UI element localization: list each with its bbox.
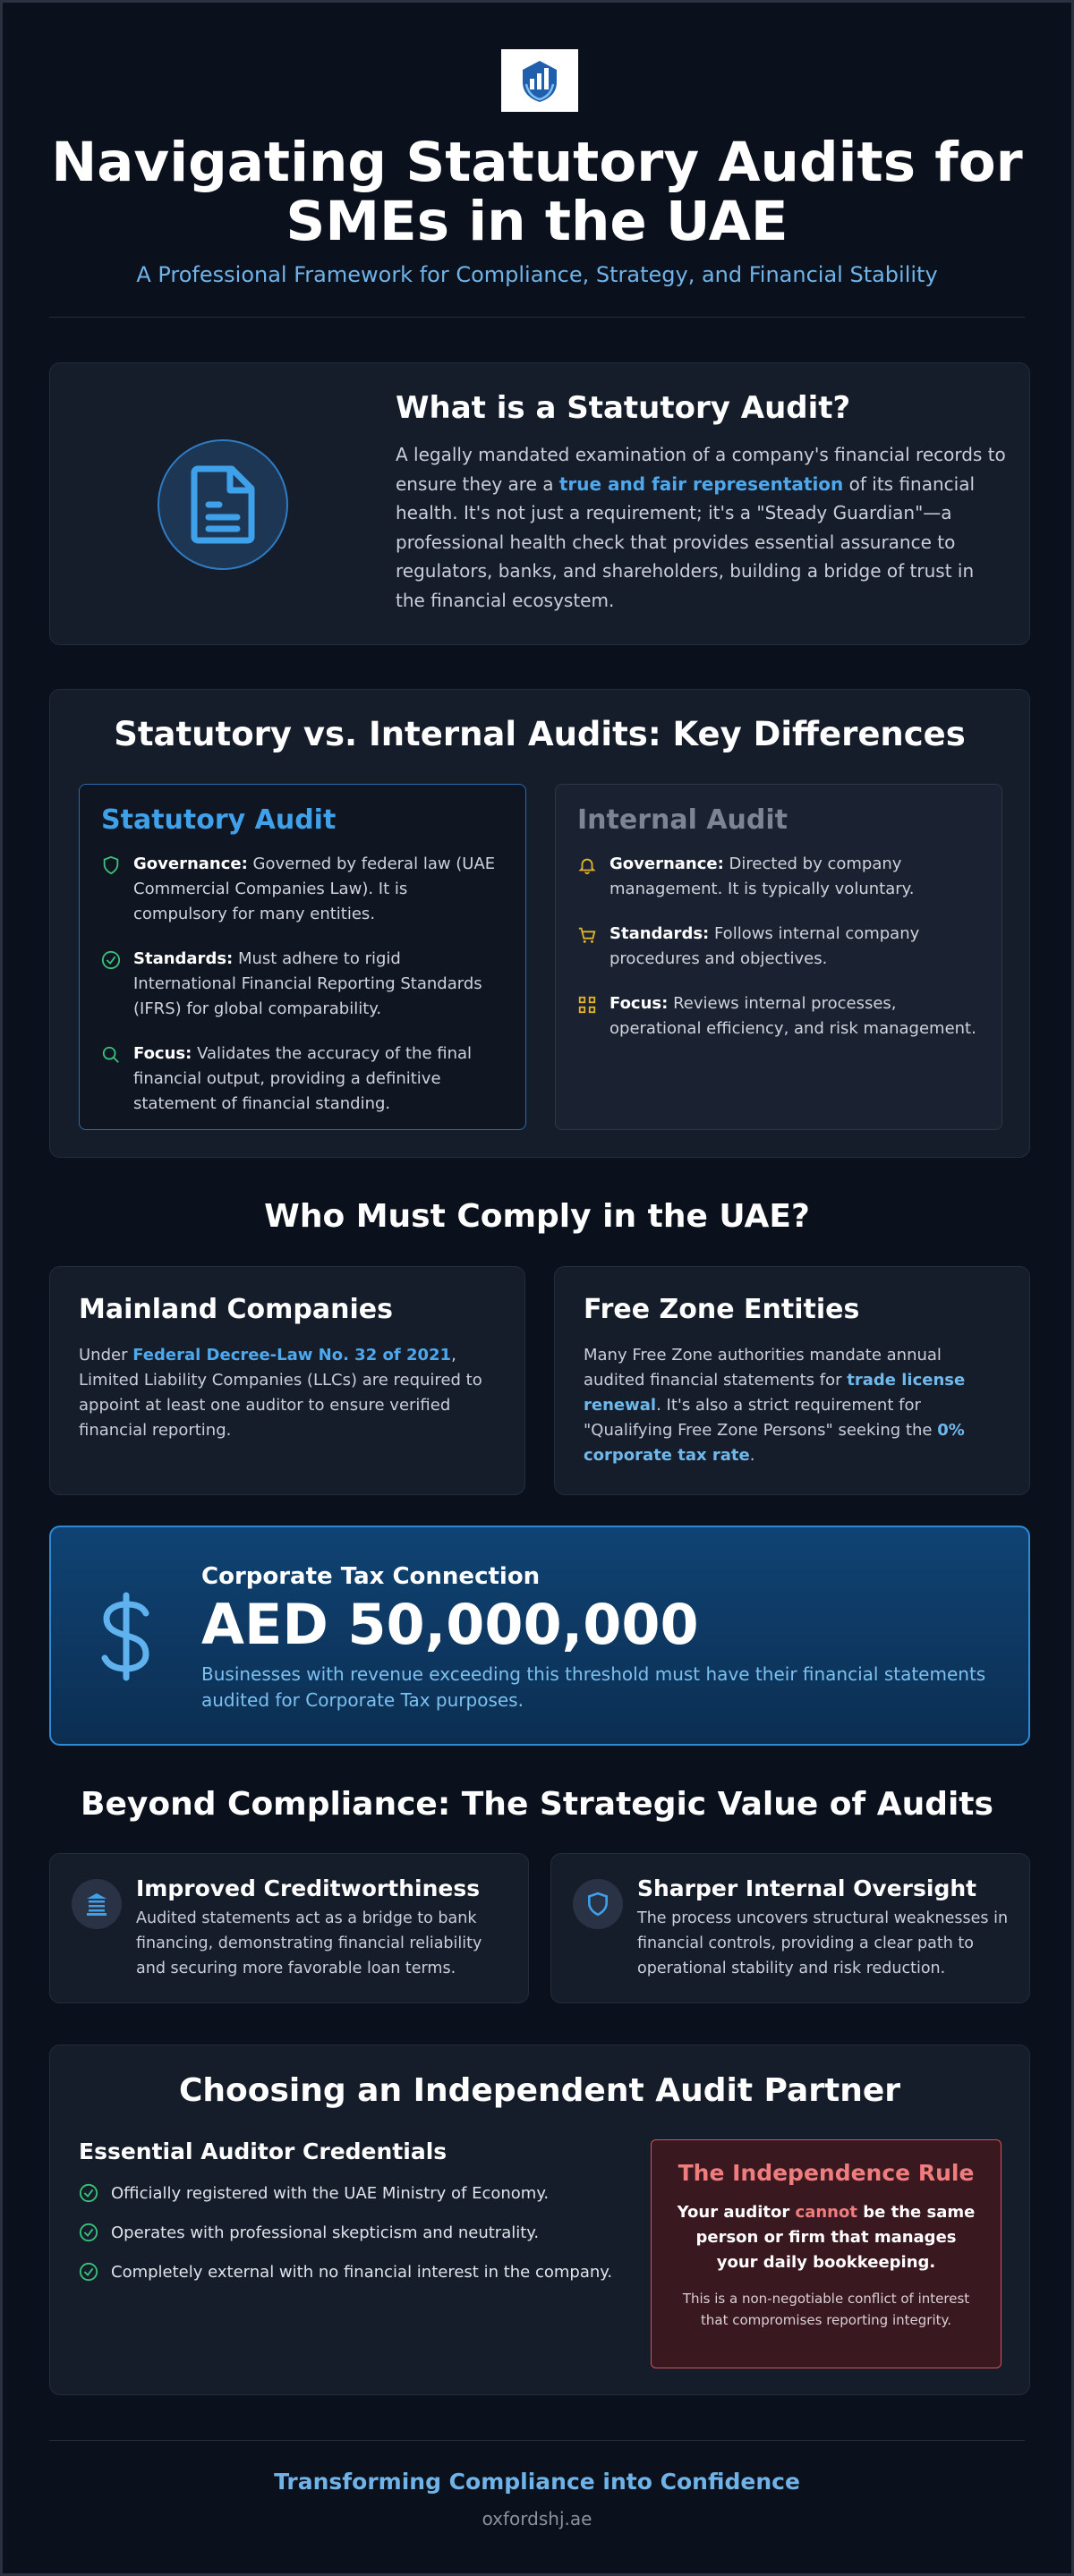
cred-text-2: Operates with professional skepticism and neutrality. [111, 2223, 540, 2242]
freezone-highlight-2: 0% corporate tax rate [584, 1421, 965, 1465]
document-icon-circle [158, 439, 288, 570]
statutory-column [79, 784, 526, 1130]
internal-focus-text: Reviews internal processes, operational efficiency, and risk management. [609, 994, 976, 1038]
title-line-1: Navigating Statutory Audits for [51, 131, 1023, 194]
mainland-text [79, 1343, 496, 1443]
statutory-focus-text: Validates the accuracy of the final financial output, providing a definitive statement of financial standing. [133, 1044, 473, 1113]
internal-focus-label: Focus: [609, 994, 669, 1013]
shield-icon [101, 855, 121, 875]
cred-text-3: Completely external with no financial interest in the company. [111, 2262, 613, 2282]
mainland-title: Mainland Companies [79, 1294, 393, 1325]
statutory-focus-label: Focus: [133, 1044, 192, 1063]
partner-card [49, 2045, 1030, 2395]
freezone-text-1: Many Free Zone authorities mandate annual audited financial statements for [584, 1346, 942, 1390]
document-icon [189, 465, 257, 544]
cred-item [79, 2223, 652, 2242]
chart-shield-logo-icon [519, 57, 560, 104]
bell-icon [577, 855, 597, 875]
differences-card [49, 689, 1030, 1158]
internal-item-focus [577, 991, 980, 1041]
freezone-text-2: . It's also a strict requirement for "Qualifying Free Zone Persons" seeking the [584, 1396, 933, 1440]
mainland-highlight: Federal Decree-Law No. 32 of 2021 [132, 1346, 452, 1365]
footer-tagline: Transforming Compliance into Confidence [274, 2469, 800, 2495]
freezone-text [584, 1343, 1001, 1468]
tax-text: Businesses with revenue exceeding this threshold must have their financial statements audited for Corporate Tax purposes. [201, 1663, 986, 1711]
tax-amount: AED 50,000,000 [201, 1592, 699, 1657]
what-is-text-after: of its financial health. It's not just a requirement; it's a "Steady Guardian"—a professional health check that provides essential assurance to regulators, banks, and shareholders, building a bridge of trust in the financial ecosystem. [396, 472, 976, 611]
internal-standards-text: Follows internal company procedures and objectives. [609, 924, 920, 968]
cart-icon [577, 925, 597, 945]
statutory-standards-text: Must adhere to rigid International Financial Reporting Standards (IFRS) for global comparability. [133, 949, 482, 1018]
what-is-title: What is a Statutory Audit? [396, 390, 851, 426]
rule-bold-after: be the same person or firm that manages your daily bookkeeping. [695, 2203, 976, 2272]
rule-bold-before: Your auditor [677, 2203, 790, 2222]
dollar-icon [98, 1592, 155, 1681]
statutory-standards-label: Standards: [133, 949, 234, 968]
footer-site: oxfordshj.ae [482, 2508, 592, 2529]
internal-standards-label: Standards: [609, 924, 710, 943]
what-is-card [49, 362, 1030, 645]
internal-item-standards [577, 922, 980, 972]
what-is-text [396, 440, 1008, 615]
cred-text-1: Officially registered with the UAE Ministry of Economy. [111, 2183, 550, 2203]
header-divider [49, 317, 1025, 318]
statutory-item-focus [101, 1041, 504, 1117]
logo [501, 49, 578, 112]
differences-title: Statutory vs. Internal Audits: Key Differences [114, 715, 966, 753]
value-card-2-title: Sharper Internal Oversight [637, 1875, 977, 1901]
what-is-text-before: A legally mandated examination of a company's financial records to ensure they are a [396, 444, 1006, 495]
statutory-governance-text: Governed by federal law (UAE Commercial Companies Law). It is compulsory for many entities. [133, 854, 496, 923]
mainland-text-after: , Limited Liability Companies (LLCs) are required to appoint at least one auditor to ensure verified financial reporting. [79, 1346, 482, 1440]
statutory-item-governance [101, 852, 504, 927]
rule-bold-highlight: cannot [795, 2203, 857, 2222]
creds-list [79, 2183, 652, 2301]
comply-title: Who Must Comply in the UAE? [264, 1198, 810, 1235]
footer-divider [49, 2440, 1025, 2441]
internal-governance-label: Governance: [609, 854, 724, 873]
page-title [38, 133, 1036, 251]
freezone-card [554, 1266, 1030, 1495]
independence-rule-box [651, 2139, 1002, 2368]
cred-item [79, 2262, 652, 2282]
tax-card [49, 1526, 1030, 1746]
bank-icon-circle [72, 1879, 122, 1929]
freezone-text-3: . [749, 1446, 755, 1465]
tax-label: Corporate Tax Connection [201, 1563, 541, 1590]
page-subtitle: A Professional Framework for Compliance, Strategy, and Financial Stability [136, 262, 938, 287]
value-title: Beyond Compliance: The Strategic Value of Audits [81, 1786, 993, 1823]
cred-item [79, 2183, 652, 2203]
bank-icon [85, 1892, 108, 1917]
shield-icon [586, 1892, 609, 1917]
statutory-title: Statutory Audit [101, 804, 337, 836]
internal-item-governance [577, 852, 980, 902]
value-card-2-text: The process uncovers structural weaknesses in financial controls, providing a clear path to operational stability and risk reduction. [637, 1909, 1009, 1977]
value-card-1-title: Improved Creditworthiness [136, 1875, 481, 1901]
rule-note: This is a non-negotiable conflict of interest that compromises reporting integrity. [682, 2291, 970, 2328]
rule-title: The Independence Rule [678, 2160, 975, 2186]
value-card-1-text: Audited statements act as a bridge to bank financing, demonstrating financial reliability and securing more favorable loan terms. [136, 1909, 482, 1977]
magnifier-icon [101, 1045, 121, 1065]
partner-title: Choosing an Independent Audit Partner [178, 2072, 901, 2109]
shield-icon-circle [573, 1879, 623, 1929]
what-is-highlight: true and fair representation [558, 472, 844, 495]
internal-column [555, 784, 1002, 1130]
mainland-card [49, 1266, 525, 1495]
grid-icon [577, 995, 597, 1015]
internal-title: Internal Audit [577, 804, 788, 836]
statutory-item-standards [101, 947, 504, 1022]
check-circle-icon [79, 2183, 98, 2203]
statutory-governance-label: Governance: [133, 854, 248, 873]
creds-title: Essential Auditor Credentials [79, 2138, 448, 2164]
value-card-oversight [550, 1853, 1030, 2003]
value-card-creditworthiness [49, 1853, 529, 2003]
rule-statement [673, 2200, 979, 2275]
mainland-text-before: Under [79, 1346, 128, 1365]
title-line-2: SMEs in the UAE [286, 190, 788, 253]
freezone-highlight-1: trade license renewal [584, 1371, 966, 1415]
check-circle-icon [101, 950, 121, 970]
check-circle-icon [79, 2262, 98, 2282]
internal-governance-text: Directed by company management. It is typically voluntary. [609, 854, 915, 898]
check-circle-icon [79, 2223, 98, 2242]
freezone-title: Free Zone Entities [584, 1294, 860, 1325]
